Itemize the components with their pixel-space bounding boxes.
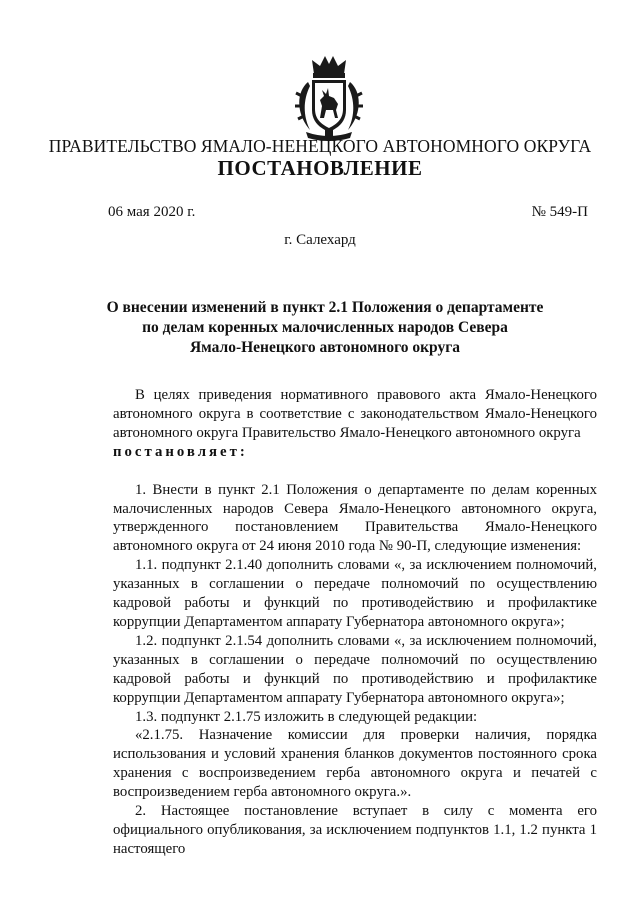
document-date: 06 мая 2020 г. [108,204,196,220]
document-number: № 549-П [531,204,588,220]
document-title [100,298,550,358]
paragraph-2: 2. Настоящее постановление вступает в силу с момента его официального опубликования, за исключением подпунктов 1.1, 1.2 пункта 1 настоящего [113,803,597,857]
paragraph-1-3: 1.3. подпункт 2.1.75 изложить в следующей редакции: [135,708,478,725]
decrees-word: постановляет: [113,443,248,460]
title-line-1: О внесении изменений в пункт 2.1 Положения о департаменте [106,299,544,316]
title-line-2: по делам коренных малочисленных народов Севера [142,319,508,336]
document-type: ПОСТАНОВЛЕНИЕ [217,156,423,180]
paragraph-1-3-text: «2.1.75. Назначение комиссии для проверки наличия, порядка использования и условий хранения бланков документов постоянного срока хранения с воспроизведением герба автономного округа и печатей с воспроизведением герба автономного округа.». [113,727,597,801]
government-name: ПРАВИТЕЛЬСТВО ЯМАЛО-НЕНЕЦКОГО АВТОНОМНОГО ОКРУГА [48,136,592,156]
paragraph-1: 1. Внести в пункт 2.1 Положения о департаменте по делам коренных малочисленных народов Севера Ямало-Ненецкого автономного округа, утвержденного постановлением Правительства Ямало-Ненецкого автономного округа от 24 июня 2010 года № 90-П, следующие изменения: [113,481,597,555]
preamble-text: В целях приведения нормативного правового акта Ямало-Ненецкого автономного округа в соответствие с законодательством Ямало-Ненецкого автономного округа Правительство Ямало-Ненецкого автономного округа [113,387,597,441]
title-line-3: Ямало-Ненецкого автономного округа [189,339,460,356]
document-body [113,386,597,859]
preamble-paragraph [113,386,597,462]
paragraph-1-2: 1.2. подпункт 2.1.54 дополнить словами «, за исключением полномочий, указанных в соглашении о передаче полномочий по осуществлению кадровой работы и функций по противодействию и профилактике коррупции Департаментом аппарату Губернатора автономного округа»; [113,632,597,706]
document-city: г. Салехард [284,232,356,248]
coat-of-arms-emblem [292,52,366,142]
paragraph-1-1: 1.1. подпункт 2.1.40 дополнить словами «, за исключением полномочий, указанных в соглашении о передаче полномочий по осуществлению кадровой работы и функций по противодействию и профилактике коррупции Департаментом аппарату Губернатора автономного округа»; [113,557,597,630]
